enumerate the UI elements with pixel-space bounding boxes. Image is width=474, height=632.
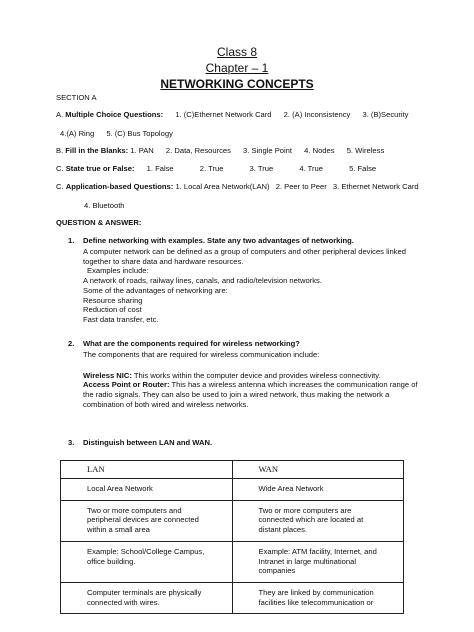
table-cell: Example: School/College Campus, office building.	[61, 541, 233, 582]
app-item: 3. Ethernet Network Card	[332, 182, 419, 191]
table-cell: Two or more computers are connected which are located at distant places.	[232, 500, 404, 541]
table-row	[61, 479, 404, 501]
q3-question: Distinguish between LAN and WAN.	[83, 438, 213, 447]
app-item: 4. Bluetooth	[84, 200, 125, 210]
table-header: WAN	[232, 461, 404, 479]
table-cell: Local Area Network	[61, 479, 233, 501]
q1-number: 1.	[68, 236, 75, 245]
table-cell: Wide Area Network	[232, 479, 404, 501]
app-item: 1. Local Area Network(LAN)	[175, 182, 270, 191]
answer-line: A computer network can be defined as a group of computers and other peripheral devices linked	[83, 247, 406, 256]
table-row	[61, 541, 404, 582]
app-item: 2. Peer to Peer	[275, 182, 327, 191]
table-header: LAN	[61, 461, 233, 479]
answer-line: together to share data and hardware resources.	[83, 256, 244, 266]
q2-question: What are the components required for wireless networking?	[83, 339, 300, 348]
table-cell: Two or more computers and peripheral devices are connected within a small area	[61, 500, 233, 541]
app-label: Application-based Questions:	[65, 182, 174, 191]
q3-number: 3.	[68, 438, 75, 447]
answer-line: The components that are required for wireless communication include:	[83, 350, 320, 359]
fib-item: 1. PAN	[130, 146, 154, 155]
answer-line: Examples include:	[87, 266, 149, 276]
table-row	[61, 583, 404, 614]
fib-item: 5. Wireless	[346, 146, 385, 155]
lan-wan-table	[60, 460, 404, 614]
answer-line: Reduction of cost	[83, 305, 142, 315]
answer-line: Resource sharing	[83, 295, 143, 305]
ap-text: This has a wireless antenna which increases the communication range of	[169, 380, 418, 390]
answer-line: Fast data transfer, etc.	[83, 315, 159, 325]
answer-line: the radio signals. They can also be used to join a wired network, thus making the network a	[83, 390, 390, 400]
qa-heading: QUESTION & ANSWER:	[56, 218, 142, 227]
tf-item: 5. False	[349, 164, 377, 173]
application-answers: C. Application-based Questions: 1. Local Area Network(LAN) 2. Peer to Peer 3. Ethernet Network Card 4. Bluetooth	[56, 182, 419, 210]
q1-question: Define networking with examples. State any two advantages of networking.	[83, 236, 354, 245]
fill-blanks-answers: B. Fill in the Blanks: 1. PAN 2. Data, Resources 3. Single Point 4. Nodes 5. Wireless	[56, 146, 385, 155]
fib-label: Fill in the Blanks:	[65, 146, 129, 155]
fib-item: 4. Nodes	[304, 146, 335, 155]
mcq-item: 4.(A) Ring	[60, 128, 95, 138]
table-cell: Computer terminals are physically connected with wires.	[61, 583, 233, 614]
chapter-name: NETWORKING CONCEPTS	[160, 77, 314, 91]
section-label: SECTION A	[56, 93, 97, 102]
answer-line: Some of the advantages of networking are:	[83, 285, 228, 295]
table-header-row	[61, 461, 404, 479]
title-block	[0, 44, 474, 92]
table-cell: Example: ATM facility, Internet, and Intranet in large multinational companies	[232, 541, 404, 582]
tf-item: 2. True	[199, 164, 224, 173]
tf-item: 4. True	[299, 164, 323, 173]
fib-item: 3. Single Point	[243, 146, 293, 155]
tf-label: State true or False:	[65, 164, 135, 173]
answer-line: A network of roads, railway lines, canals, and radio/television networks.	[83, 276, 322, 286]
answer-line: combination of both wired and wireless networks.	[83, 399, 249, 409]
mcq-answers: A. Multiple Choice Questions: 1. (C)Ethernet Network Card 2. (A) Inconsistency 3. (B)Security 4.(A) Ring 5. (C) Bus Topology	[56, 110, 409, 138]
mcq-label: Multiple Choice Questions:	[65, 110, 164, 119]
q1-answer	[83, 247, 424, 325]
class-title: Class 8	[216, 45, 257, 59]
table-row	[61, 500, 404, 541]
tf-item: 3. True	[249, 164, 274, 173]
true-false-answers: C. State true or False: 1. False 2. True 3. True 4. True 5. False	[56, 164, 377, 173]
mcq-item: 2. (A) Inconsistency	[283, 110, 351, 119]
table-cell: They are linked by communication facilities like telecommunication or	[232, 583, 404, 614]
nic-label: Wireless NIC:	[83, 370, 132, 380]
ap-label: Access Point or Router:	[83, 380, 170, 390]
tf-item: 1. False	[146, 164, 174, 173]
chapter-title: Chapter – 1	[205, 61, 269, 75]
q2-number: 2.	[68, 339, 75, 348]
fib-item: 2. Data, Resources	[165, 146, 231, 155]
mcq-item: 1. (C)Ethernet Network Card	[175, 110, 272, 119]
q2-answer	[83, 350, 424, 410]
nic-text: This works within the computer device and provides wireless connectivity.	[131, 370, 381, 380]
mcq-item: 3. (B)Security	[362, 110, 409, 119]
mcq-item: 5. (C) Bus Topology	[106, 128, 173, 138]
